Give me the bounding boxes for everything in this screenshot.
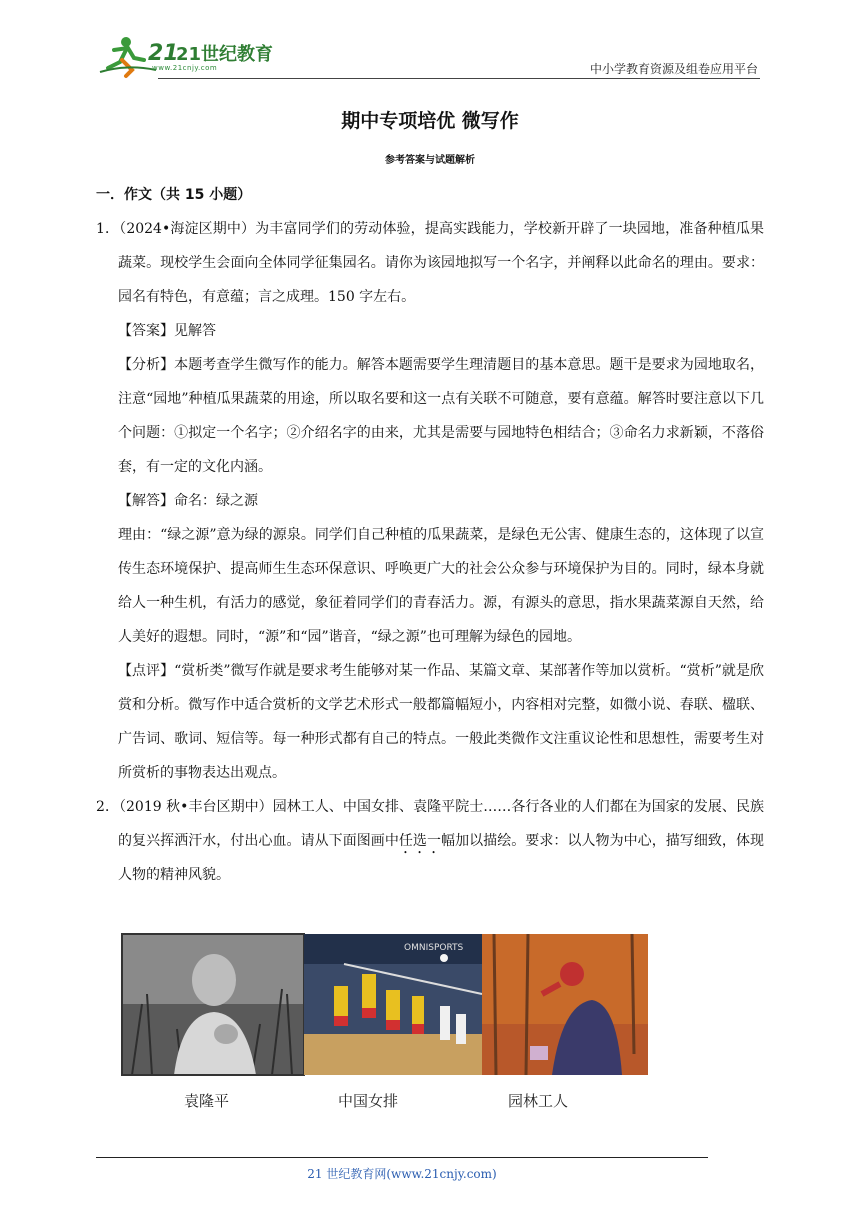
yuan-longping-photo [122, 934, 304, 1075]
svg-text:21世纪教育: 21世纪教育 [176, 44, 274, 65]
page-header [96, 34, 760, 80]
question-content [96, 212, 764, 892]
svg-text:21: 21 [148, 41, 179, 66]
emphasis-text: 任选一 [398, 833, 442, 849]
chinese-womens-volleyball-photo [304, 934, 482, 1075]
platform-name: 中小学教育资源及组卷应用平台 [589, 62, 758, 76]
gardener-photo [482, 934, 648, 1075]
question-1-stem: 1．（2024•海淀区期中）为丰富同学们的劳动体验，提高实践能力，学校新开辟了一块园地，准备种植瓜果蔬菜。现校学生会面向全体同学征集园名。请你为该园地拟写一个名字，并阐释以此命名的理由。要求：园名有特色，有意蕴；言之成理。150 字左右。 [96, 221, 764, 305]
question-1-reason: 理由：“绿之源”意为绿的源泉。同学们自己种植的瓜果蔬菜，是绿色无公害、健康生态的，这体现了以宣传生态环境保护、提高师生生态环保意识、呼唤更广大的社会公众参与环境保护为目的。同时，绿本身就给人一种生机，有活力的感觉，象征着同学们的青春活力。源，有源头的意思，指水果蔬菜源自天然，给人美好的遐想。同时，“源”和“园”谐音，“绿之源”也可理解为绿色的园地。 [118, 527, 764, 645]
question-1-solution: 【解答】命名：绿之源 [118, 493, 258, 509]
footer-text: 21 世纪教育网(www.21cnjy.com) [307, 1167, 497, 1181]
photo-strip [122, 934, 648, 1075]
question-1-answer: 【答案】见解答 [118, 323, 216, 339]
footer-divider [96, 1157, 708, 1158]
logo-url: www.21cnjy.com [152, 64, 218, 72]
caption-yuan-longping: 袁隆平 [184, 1092, 230, 1110]
question-1-analysis: 【分析】本题考查学生微写作的能力。解答本题需要学生理清题目的基本意思。题干是要求为园地取名，注意“园地”种植瓜果蔬菜的用途，所以取名要和这一点有关联不可随意，要有意蕴。解答时要注意以下几个问题：①拟定一个名字；②介绍名字的由来，尤其是需要与园地特色相结合；③命名力求新颖，不落俗套，有一定的文化内涵。 [118, 357, 764, 475]
question-2-stem: 2．（2019 秋•丰台区期中）园林工人、中国女排、袁隆平院士……各行各业的人们都在为国家的发展、民族的复兴挥洒汗水，付出心血。请从下面图画中任选一幅加以描绘。要求：以人物为中心，描写细致，体现人物的精神风貌。 [96, 799, 765, 883]
svg-text:OMNISPORTS: OMNISPORTS [404, 943, 464, 953]
caption-gardener: 园林工人 [508, 1092, 569, 1110]
caption-womens-volleyball: 中国女排 [338, 1092, 399, 1110]
section-heading: 一．作文（共 15 小题） [96, 187, 252, 203]
document-title: 期中专项培优 微写作 [341, 110, 519, 132]
document-subtitle: 参考答案与试题解析 [385, 155, 475, 166]
header-divider [158, 78, 760, 79]
question-1-comment: 【点评】“赏析类”微写作就是要求考生能够对某一作品、某篇文章、某部著作等加以赏析。“赏析”就是欣赏和分析。微写作中适合赏析的文学艺术形式一般都篇幅短小，内容相对完整，如微小说、春联、楹联、广告词、歌词、短信等。每一种形式都有自己的特点。一般此类微作文注重议论性和思想性，需要考生对所赏析的事物表达出观点。 [118, 663, 764, 781]
